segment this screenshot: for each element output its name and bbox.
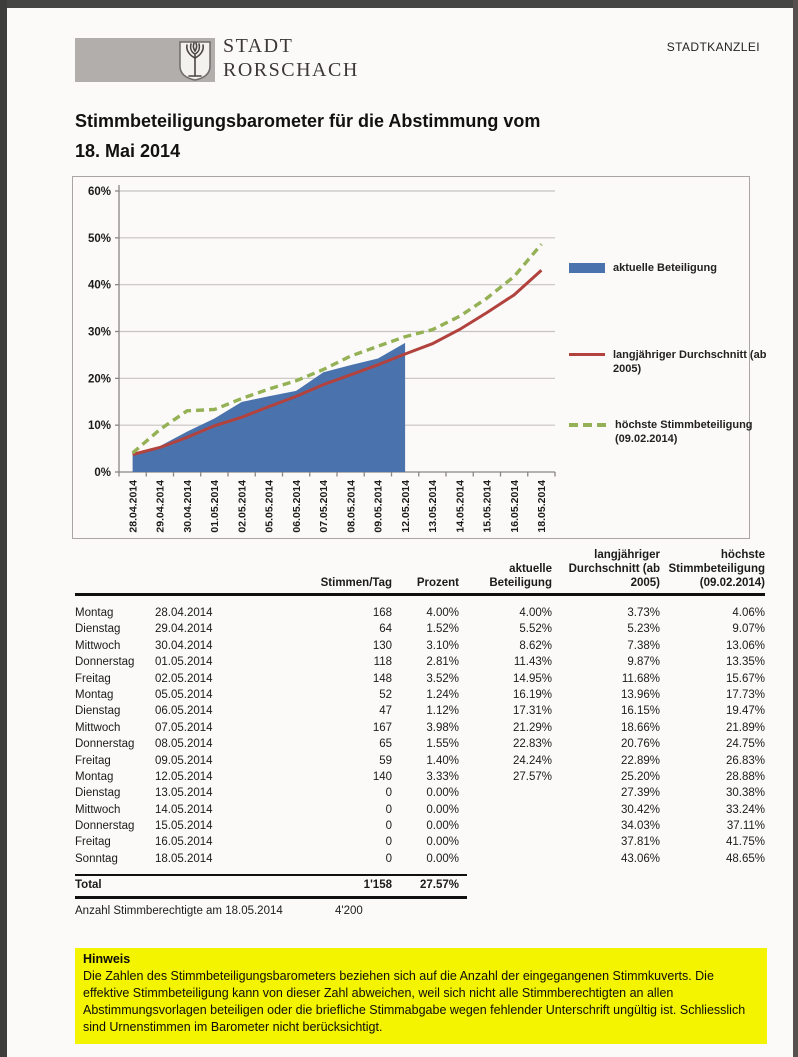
- scan-border-right: [793, 0, 798, 1057]
- table-row: [75, 654, 765, 670]
- cell-stimmen: 168: [372, 607, 392, 619]
- cell-durchschnitt: 27.39%: [620, 787, 660, 800]
- table-row: [75, 720, 765, 736]
- cell-date: 09.05.2014: [155, 754, 213, 767]
- svg-text:16.05.2014: 16.05.2014: [508, 480, 521, 533]
- cell-aktuelle: 8.62%: [519, 639, 552, 652]
- cell-stimmen: 118: [373, 656, 392, 669]
- svg-text:02.05.2014: 02.05.2014: [236, 480, 249, 533]
- cell-prozent: 1.12%: [426, 705, 459, 718]
- svg-text:07.05.2014: 07.05.2014: [318, 480, 331, 533]
- cell-durchschnitt: 34.03%: [620, 820, 660, 833]
- svg-text:12.05.2014: 12.05.2014: [399, 480, 412, 533]
- header-aktuelle-beteiligung: aktuelle Beteiligung: [489, 563, 552, 589]
- hinweis-text: Die Zahlen des Stimmbeteiligungsbarometers beziehen sich auf die Anzahl der eingegangenen Stimmkuverts. Die effektive Stimmbeteiligung kann von dieser Zahl abweichen, weil sich nicht alle Stimmberechtigten an allen Abstimmungsvorlagen beteiligen oder die briefliche Stimmabgabe wegen fehlender Unterschrift ungültig ist. Schliesslich sind Urnenstimmen im Barometer nicht berücksichtigt.: [83, 969, 746, 1034]
- svg-text:08.05.2014: 08.05.2014: [345, 480, 358, 533]
- page-title-line-1: Stimmbeteiligungsbarometer für die Abstimmung vom: [75, 111, 541, 131]
- legend-swatch-line: [569, 353, 605, 356]
- cell-day: Montag: [75, 770, 114, 783]
- cell-durchschnitt: 22.89%: [620, 754, 660, 767]
- cell-durchschnitt: 9.87%: [627, 656, 660, 669]
- legend-swatch-dashed: [569, 423, 607, 427]
- svg-text:29.04.2014: 29.04.2014: [154, 480, 167, 533]
- cell-durchschnitt: 37.81%: [620, 836, 660, 849]
- cell-prozent: 0.00%: [426, 787, 459, 800]
- cell-day: Montag: [75, 607, 114, 619]
- cell-stimmen: 167: [372, 721, 392, 734]
- stimmberechtigte-label: Anzahl Stimmberechtigte am 18.05.2014: [75, 905, 283, 917]
- cell-stimmen: 148: [372, 672, 392, 685]
- cell-hoechste: 26.83%: [725, 754, 765, 767]
- table-row: [75, 638, 765, 654]
- chart-legend: [569, 177, 767, 538]
- table-row: [75, 785, 765, 801]
- cell-date: 07.05.2014: [155, 721, 213, 734]
- hinweis-box: [75, 948, 767, 1044]
- svg-text:09.05.2014: 09.05.2014: [372, 480, 385, 533]
- table-row: [75, 605, 765, 621]
- cell-stimmen: 59: [379, 754, 392, 767]
- table-row: [75, 687, 765, 703]
- table-header-row: [75, 546, 765, 596]
- cell-stimmen: 130: [372, 639, 392, 652]
- department-label: STADTKANZLEI: [666, 40, 760, 54]
- cell-stimmen: 52: [379, 688, 392, 701]
- svg-text:10%: 10%: [87, 420, 111, 433]
- cell-stimmen: 47: [379, 705, 392, 718]
- cell-prozent: 0.00%: [426, 803, 459, 816]
- cell-durchschnitt: 3.73%: [627, 607, 660, 619]
- x-axis-labels: [127, 480, 548, 533]
- cell-stimmen: 0: [385, 820, 392, 833]
- cell-day: Donnerstag: [75, 656, 135, 669]
- cell-day: Dienstag: [75, 787, 121, 800]
- table-row: [75, 851, 765, 867]
- header-prozent: Prozent: [416, 577, 459, 589]
- cell-date: 14.05.2014: [155, 803, 213, 816]
- cell-aktuelle: 4.00%: [519, 607, 552, 619]
- cell-aktuelle: 27.57%: [512, 770, 552, 783]
- cell-prozent: 3.52%: [426, 672, 459, 685]
- table-row: [75, 753, 765, 769]
- cell-stimmen: 64: [379, 623, 392, 636]
- cell-day: Dienstag: [75, 705, 121, 718]
- table-row: [75, 818, 765, 834]
- cell-date: 16.05.2014: [155, 836, 213, 849]
- cell-aktuelle: [467, 802, 552, 818]
- cell-aktuelle: 21.29%: [512, 721, 552, 734]
- table-row: [75, 802, 765, 818]
- cell-aktuelle: [467, 785, 552, 801]
- hinweis-title: Hinweis: [83, 952, 131, 966]
- cell-aktuelle: 14.95%: [512, 672, 552, 685]
- header-stimmen-tag: Stimmen/Tag: [320, 577, 392, 589]
- cell-day: Mittwoch: [75, 803, 121, 816]
- cell-date: 13.05.2014: [155, 787, 213, 800]
- cell-day: Donnerstag: [75, 820, 135, 833]
- cell-prozent: 1.40%: [426, 754, 459, 767]
- cell-prozent: 1.52%: [426, 623, 459, 636]
- table-row: [75, 736, 765, 752]
- cell-date: 02.05.2014: [155, 672, 213, 685]
- svg-text:15.05.2014: 15.05.2014: [481, 480, 494, 533]
- cell-date: 01.05.2014: [155, 656, 213, 669]
- cell-prozent: 4.00%: [426, 607, 459, 619]
- cell-date: 15.05.2014: [155, 820, 213, 833]
- cell-day: Mittwoch: [75, 721, 121, 734]
- cell-hoechste: 28.88%: [725, 770, 765, 783]
- svg-text:28.04.2014: 28.04.2014: [127, 480, 140, 533]
- cell-hoechste: 48.65%: [725, 852, 765, 865]
- legend-item-durchschnitt: [569, 348, 771, 376]
- cell-prozent: 3.98%: [426, 721, 459, 734]
- cell-hoechste: 4.06%: [732, 607, 765, 619]
- legend-item-aktuelle-beteiligung: [569, 261, 771, 275]
- total-spacer: [155, 878, 270, 893]
- participation-table: [75, 546, 765, 899]
- page-title: [75, 106, 540, 166]
- cell-day: Freitag: [75, 836, 111, 849]
- cell-aktuelle: [467, 834, 552, 850]
- table-row: [75, 769, 765, 785]
- cell-prozent: 1.24%: [426, 688, 459, 701]
- cell-stimmen: 0: [385, 852, 392, 865]
- cell-hoechste: 13.06%: [725, 639, 765, 652]
- cell-hoechste: 30.38%: [725, 787, 765, 800]
- cell-hoechste: 33.24%: [725, 803, 765, 816]
- cell-hoechste: 41.75%: [725, 836, 765, 849]
- table-row: [75, 703, 765, 719]
- cell-durchschnitt: 25.20%: [620, 770, 660, 783]
- cell-stimmen: 0: [385, 803, 392, 816]
- svg-text:13.05.2014: 13.05.2014: [427, 480, 440, 533]
- legend-label: höchste Stimmbeteiligung (09.02.2014): [615, 419, 753, 445]
- cell-date: 06.05.2014: [155, 705, 213, 718]
- svg-text:50%: 50%: [87, 232, 111, 245]
- cell-date: 28.04.2014: [155, 607, 213, 619]
- cell-aktuelle: [467, 851, 552, 867]
- stimmberechtigte-value: 4'200: [335, 905, 363, 917]
- cell-durchschnitt: 13.96%: [620, 688, 660, 701]
- legend-item-hoechste: [569, 418, 773, 446]
- stimmberechtigte-line: [75, 905, 363, 917]
- logo-text: [223, 34, 359, 82]
- cell-stimmen: 140: [372, 770, 392, 783]
- cell-hoechste: 15.67%: [725, 672, 765, 685]
- cell-durchschnitt: 7.38%: [627, 639, 660, 652]
- cell-aktuelle: 17.31%: [512, 705, 552, 718]
- legend-label: aktuelle Beteiligung: [613, 262, 717, 274]
- cell-day: Freitag: [75, 754, 111, 767]
- cell-prozent: 0.00%: [426, 820, 459, 833]
- cell-date: 05.05.2014: [155, 688, 213, 701]
- cell-prozent: 1.55%: [426, 738, 459, 751]
- svg-text:40%: 40%: [87, 279, 111, 292]
- cell-stimmen: 65: [379, 738, 392, 751]
- cell-durchschnitt: 20.76%: [620, 738, 660, 751]
- scan-border-top: [0, 0, 798, 8]
- total-stimmen: 1'158: [363, 879, 392, 892]
- cell-durchschnitt: 16.15%: [620, 705, 660, 718]
- page-title-line-2: 18. Mai 2014: [75, 141, 181, 161]
- logo-line-1: STADT: [223, 35, 294, 57]
- svg-text:18.05.2014: 18.05.2014: [536, 480, 549, 533]
- cell-date: 08.05.2014: [155, 738, 213, 751]
- svg-text:0%: 0%: [94, 467, 111, 479]
- svg-text:06.05.2014: 06.05.2014: [290, 480, 303, 533]
- cell-aktuelle: 16.19%: [512, 688, 552, 701]
- cell-stimmen: 0: [385, 787, 392, 800]
- legend-swatch-area: [569, 263, 605, 273]
- cell-hoechste: 13.35%: [725, 656, 765, 669]
- cell-aktuelle: 22.83%: [512, 738, 552, 751]
- cell-prozent: 3.10%: [426, 639, 459, 652]
- svg-text:05.05.2014: 05.05.2014: [263, 480, 276, 533]
- table-row: [75, 834, 765, 850]
- scan-border-left: [0, 0, 7, 1057]
- table-row: [75, 621, 765, 637]
- cell-date: 12.05.2014: [155, 770, 213, 783]
- table-row: [75, 671, 765, 687]
- cell-hoechste: 21.89%: [725, 721, 765, 734]
- cell-hoechste: 24.75%: [725, 738, 765, 751]
- cell-prozent: 2.81%: [426, 656, 459, 669]
- cell-hoechste: 9.07%: [732, 623, 765, 636]
- total-row: [75, 874, 467, 899]
- cell-aktuelle: 5.52%: [519, 623, 552, 636]
- table-body: [75, 605, 765, 867]
- cell-prozent: 0.00%: [426, 836, 459, 849]
- header-durchschnitt: langjähriger Durchschnitt (ab 2005): [568, 549, 660, 589]
- logo-line-2: RORSCHACH: [223, 59, 359, 81]
- cell-aktuelle: 24.24%: [512, 754, 552, 767]
- cell-date: 18.05.2014: [155, 852, 213, 865]
- cell-date: 30.04.2014: [155, 639, 213, 652]
- rorschach-coat-of-arms-icon: [178, 40, 212, 82]
- svg-text:14.05.2014: 14.05.2014: [454, 480, 467, 533]
- header-hoechste: höchste Stimmbeteiligung (09.02.2014): [668, 549, 765, 589]
- cell-day: Dienstag: [75, 623, 121, 636]
- svg-text:30%: 30%: [87, 326, 111, 339]
- total-label: Total: [75, 879, 102, 892]
- cell-durchschnitt: 30.42%: [620, 803, 660, 816]
- cell-aktuelle: 11.43%: [513, 656, 552, 669]
- cell-day: Donnerstag: [75, 738, 135, 751]
- cell-durchschnitt: 43.06%: [620, 852, 660, 865]
- y-axis-labels: [88, 186, 111, 479]
- cell-durchschnitt: 5.23%: [627, 623, 660, 636]
- cell-durchschnitt: 18.66%: [620, 721, 660, 734]
- cell-day: Mittwoch: [75, 639, 121, 652]
- chart-container: [72, 176, 767, 539]
- svg-text:01.05.2014: 01.05.2014: [209, 480, 222, 533]
- total-prozent: 27.57%: [419, 879, 459, 892]
- cell-date: 29.04.2014: [155, 623, 213, 636]
- svg-text:60%: 60%: [87, 186, 111, 198]
- cell-hoechste: 19.47%: [725, 705, 765, 718]
- svg-text:20%: 20%: [87, 373, 111, 386]
- svg-text:30.04.2014: 30.04.2014: [181, 480, 194, 533]
- legend-label: langjähriger Durchschnitt (ab 2005): [613, 349, 767, 375]
- cell-prozent: 0.00%: [426, 852, 459, 865]
- cell-hoechste: 17.73%: [725, 688, 765, 701]
- cell-aktuelle: [467, 818, 552, 834]
- cell-prozent: 3.33%: [426, 770, 459, 783]
- cell-hoechste: 37.11%: [726, 820, 765, 833]
- cell-stimmen: 0: [385, 836, 392, 849]
- cell-day: Freitag: [75, 672, 111, 685]
- cell-day: Montag: [75, 688, 114, 701]
- cell-durchschnitt: 11.68%: [621, 672, 660, 685]
- cell-day: Sonntag: [75, 852, 118, 865]
